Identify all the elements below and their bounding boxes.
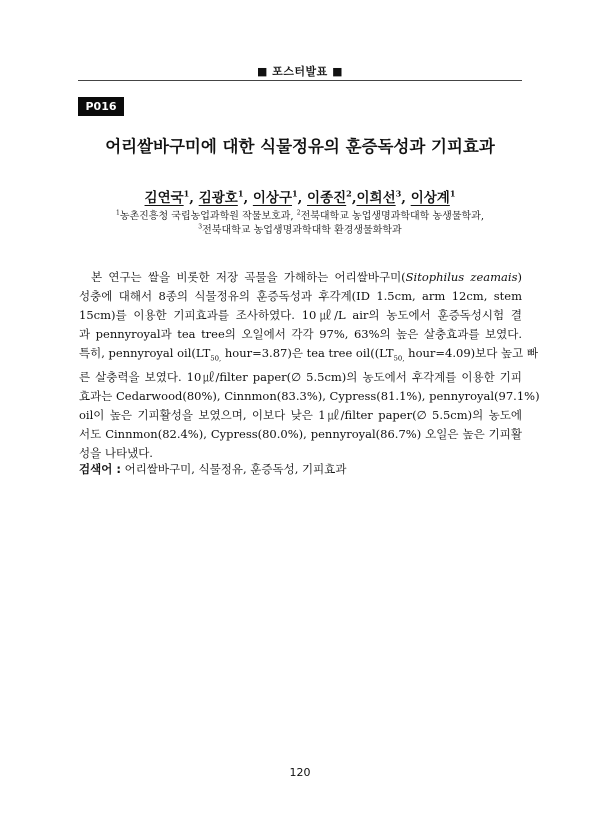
abstract-text: 특히, pennyroyal oil(LT [79, 346, 211, 360]
abstract-line [79, 268, 522, 287]
abstract-body [79, 268, 540, 463]
author-affiliation-mark: 3 [395, 188, 402, 199]
author-name: 김광호 [198, 190, 238, 206]
abstract-text: hour=3.87)은 tea tree oil((LT [221, 346, 394, 360]
subscript: 50, [210, 354, 222, 363]
section-header: ■ 포스터발표 ■ [256, 65, 344, 78]
abstract-text: ) [517, 270, 522, 284]
abstract-line: 른 살충력을 보였다. 10㎕/filter paper(∅ 5.5cm)의 농도에서 후각계를 이용한 기피 [79, 370, 522, 385]
affiliation-number: 1 [115, 209, 120, 217]
affiliation-number: 3 [198, 223, 203, 231]
affiliation-text: 농촌진흥청 국립농업과학원 작물보호과, [119, 211, 297, 222]
affiliation-line [60, 221, 540, 236]
author-name: 이희선 [356, 190, 396, 206]
abstract-line: 효과는 Cedarwood(80%), Cinnmon(83.3%), Cypress(81.1%), pennyroyal(97.1%) [79, 389, 540, 404]
abstract-text: hour=4.09)보다 높고 빠 [404, 346, 538, 360]
author-name: 김연국 [144, 190, 184, 206]
abstract-line [79, 344, 538, 368]
species-name: Sitophilus zeamais [405, 270, 518, 284]
page-number: 120 [289, 766, 311, 779]
abstract-line: 성충에 대해서 8종의 식물정유의 훈증독성과 후각계(ID 1.5cm, arm 12cm, stem [79, 289, 522, 303]
author-list: 김연국$^1$, 김광호$^1$, 이상구$^1$, 이종진$^2$,이희선$^3$, 이상계$^1$ [144, 188, 456, 206]
keywords-text: 어리쌀바구미, 식물정유, 훈증독성, 기피효과 [120, 462, 347, 476]
affiliation-number: 2 [296, 209, 301, 217]
author-name: 이종진 [307, 190, 347, 206]
author-affiliation-mark: 1 [292, 188, 298, 199]
author-name: 이상구 [252, 190, 292, 206]
abstract-line: 서도 Cinnmon(82.4%), Cypress(80.0%), pennyroyal(86.7%) 오일은 높은 기피활 [79, 427, 522, 442]
author-name: 이상계 [410, 190, 450, 206]
affiliation-text: 전북대학교 농업생명과학대학 환경생물화학과 [202, 225, 402, 236]
abstract-line: 15cm)를 이용한 기피효과를 조사하였다. 10㎕/L air의 농도에서 훈증독성시험 결 [79, 308, 522, 322]
author-affiliation-mark: 1 [449, 188, 456, 199]
poster-id-badge: P016 [78, 97, 124, 116]
affiliation-text: 전북대학교 농업생명과학대학 농생물학과, [300, 211, 484, 222]
header-divider [78, 80, 522, 81]
abstract-line: 과 pennyroyal과 tea tree의 오일에서 각각 97%, 63%의 높은 살충효과를 보였다. [79, 327, 522, 341]
keywords-label: 검색어 : [79, 462, 121, 476]
abstract-line: 성을 나타냈다. [79, 446, 153, 461]
keywords-line [79, 461, 522, 477]
affiliation-line [60, 207, 540, 222]
author-affiliation-mark: 1 [237, 188, 244, 199]
abstract-text: 본 연구는 쌀을 비롯한 저장 곡물을 가해하는 어리쌀바구미( [91, 270, 406, 284]
author-affiliation-mark: 1 [183, 188, 190, 199]
author-affiliation-mark: 2 [346, 188, 352, 199]
abstract-line: oil이 높은 기피활성을 보였으며, 이보다 낮은 1㎕/filter paper(∅ 5.5cm)의 농도에 [79, 408, 522, 423]
subscript: 50, [393, 354, 405, 363]
paper-title: 어리쌀바구미에 대한 식물정유의 훈증독성과 기피효과 [105, 137, 495, 156]
